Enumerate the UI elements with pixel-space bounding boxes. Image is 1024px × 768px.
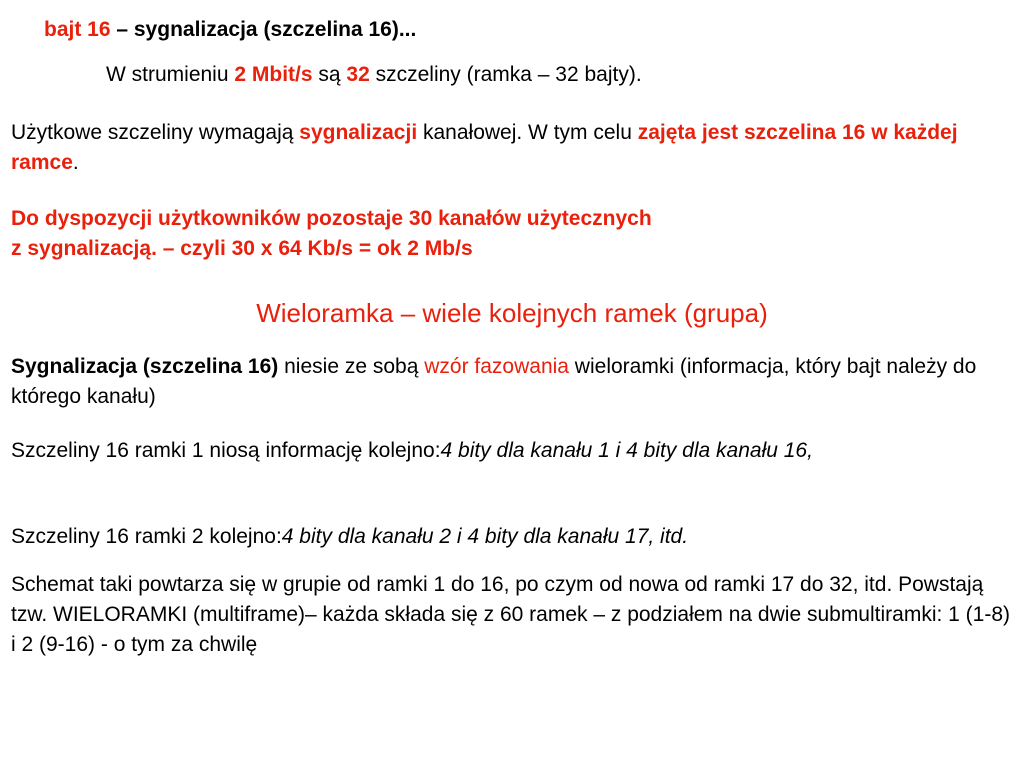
stream-line xyxy=(106,60,642,90)
paragraph-usage xyxy=(11,118,1011,178)
usage-text-1: Użytkowe szczeliny wymagają xyxy=(11,121,300,144)
stream-rate: 2 Mbit/s xyxy=(234,63,313,86)
title-byte-label: bajt 16 xyxy=(44,18,111,41)
paragraph-schema: Schemat taki powtarza się w grupie od ramki 1 do 16, po czym od nowa od ramki 17 do 32, itd. Powstają tzw. WIELORAMKI (multiframe)– każda składa się z 60 ramek – z podziałem na dwie submultiramki: 1 (1-8) i 2 (9-16) - o tym za chwilę xyxy=(11,573,1011,656)
usage-text-3: . xyxy=(72,151,79,174)
title-rest: – sygnalizacja (szczelina 16)... xyxy=(110,18,417,41)
frame2-italic: 4 bity dla kanału 2 i 4 bity dla kanału 17, itd. xyxy=(281,525,689,548)
usage-text-2: kanałowej. W tym celu xyxy=(417,121,638,144)
frame1-italic: 4 bity dla kanału 1 i 4 bity dla kanału 16, xyxy=(440,439,813,462)
signal-text-2: wieloramki (informacja, który bajt należy do którego kanału) xyxy=(11,355,977,408)
stream-text-3: szczeliny (ramka – 32 bajty). xyxy=(369,63,642,86)
stream-text-2: są xyxy=(312,63,347,86)
dispose-line-1: Do dyspozycji użytkowników pozostaje 30 kanałów użytecznych xyxy=(11,207,652,230)
paragraph-signal xyxy=(11,352,1011,412)
frame2-text: Szczeliny 16 ramki 2 kolejno: xyxy=(11,525,282,548)
usage-signaling: sygnalizacji xyxy=(299,121,418,144)
paragraph-frame-1 xyxy=(11,436,1011,466)
dispose-line-2: z sygnalizacją. – czyli 30 x 64 Kb/s = ok 2 Mb/s xyxy=(11,237,473,260)
paragraph-dispose xyxy=(11,204,1011,264)
usage-highlight: zajęta jest szczelina 16 w każdej ramce xyxy=(11,121,958,174)
stream-slot-count: 32 xyxy=(346,63,370,86)
signal-text-1: niesie ze sobą xyxy=(278,355,425,378)
signal-phase: wzór fazowania xyxy=(424,355,569,378)
multiframe-heading: Wieloramka – wiele kolejnych ramek (grupa) xyxy=(256,298,768,328)
signal-bold: Sygnalizacja (szczelina 16) xyxy=(11,355,279,378)
slide-title xyxy=(44,16,416,44)
paragraph-frame-2 xyxy=(11,522,1011,552)
frame1-text: Szczeliny 16 ramki 1 niosą informację kolejno: xyxy=(11,439,441,462)
stream-text-1: W strumieniu xyxy=(106,63,235,86)
